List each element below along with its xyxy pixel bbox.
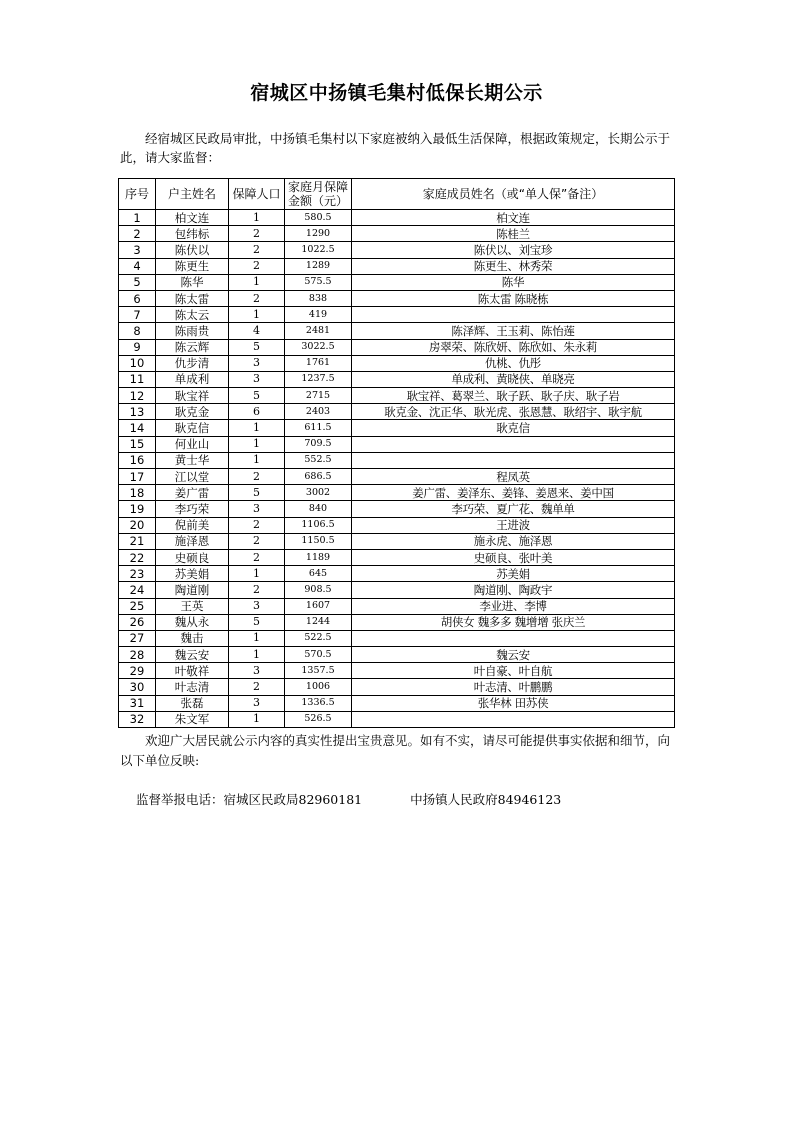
cell-people: 3: [229, 501, 285, 517]
cell-people: 3: [229, 663, 285, 679]
cell-people: 6: [229, 404, 285, 420]
cell-amount: 3002: [285, 485, 352, 501]
cell-name: 朱文军: [156, 711, 229, 727]
cell-people: 5: [229, 614, 285, 630]
cell-name: 耿克金: [156, 404, 229, 420]
cell-amount: 1289: [285, 258, 352, 274]
cell-members: [352, 452, 675, 468]
cell-people: 2: [229, 242, 285, 258]
cell-amount: 419: [285, 307, 352, 323]
table-row: [119, 614, 675, 630]
cell-amount: 1290: [285, 226, 352, 242]
cell-amount: 580.5: [285, 210, 352, 226]
cell-members: 陈伏以、刘宝珍: [352, 242, 675, 258]
cell-members: 叶志清、叶鹏鹏: [352, 679, 675, 695]
cell-amount: 1357.5: [285, 663, 352, 679]
header-members: 家庭成员姓名（或“单人保”备注）: [352, 179, 675, 210]
table-header-row: [119, 179, 675, 210]
cell-no: 22: [119, 549, 156, 565]
contact-town-government: 中扬镇人民政府84946123: [410, 792, 562, 807]
cell-people: 1: [229, 711, 285, 727]
cell-amount: 526.5: [285, 711, 352, 727]
cell-members: 胡侠女 魏多多 魏增增 张庆兰: [352, 614, 675, 630]
cell-name: 耿克信: [156, 420, 229, 436]
table-row: [119, 436, 675, 452]
cell-members: 陈泽辉、王玉莉、陈怡莲: [352, 323, 675, 339]
subsidy-table: [118, 178, 675, 728]
cell-no: 4: [119, 258, 156, 274]
cell-members: 陈华: [352, 274, 675, 290]
cell-name: 陈云辉: [156, 339, 229, 355]
cell-members: 程凤英: [352, 469, 675, 485]
cell-members: 苏美娟: [352, 566, 675, 582]
cell-name: 江以堂: [156, 469, 229, 485]
cell-people: 1: [229, 307, 285, 323]
cell-people: 2: [229, 469, 285, 485]
cell-amount: 575.5: [285, 274, 352, 290]
cell-amount: 2715: [285, 388, 352, 404]
table-row: [119, 501, 675, 517]
cell-name: 苏美娟: [156, 566, 229, 582]
table-body: [119, 210, 675, 728]
contact-line: [136, 790, 605, 808]
table-row: [119, 452, 675, 468]
cell-no: 26: [119, 614, 156, 630]
table-row: [119, 355, 675, 371]
cell-no: 20: [119, 517, 156, 533]
table-row: [119, 695, 675, 711]
cell-members: [352, 711, 675, 727]
cell-name: 黄士华: [156, 452, 229, 468]
cell-people: 2: [229, 226, 285, 242]
cell-people: 5: [229, 339, 285, 355]
table-row: [119, 566, 675, 582]
cell-people: 3: [229, 598, 285, 614]
table-row: [119, 679, 675, 695]
cell-name: 陈伏以: [156, 242, 229, 258]
header-no: 序号: [119, 179, 156, 210]
cell-amount: 686.5: [285, 469, 352, 485]
cell-no: 17: [119, 469, 156, 485]
cell-no: 1: [119, 210, 156, 226]
cell-amount: 709.5: [285, 436, 352, 452]
cell-no: 3: [119, 242, 156, 258]
cell-people: 2: [229, 290, 285, 306]
table-row: [119, 226, 675, 242]
cell-no: 9: [119, 339, 156, 355]
cell-name: 陈更生: [156, 258, 229, 274]
contact-civil-affairs: 监督举报电话：宿城区民政局82960181: [136, 792, 363, 807]
cell-amount: 838: [285, 290, 352, 306]
cell-name: 李巧荣: [156, 501, 229, 517]
cell-members: 单成利、黄晓侠、单晓亮: [352, 371, 675, 387]
cell-people: 2: [229, 679, 285, 695]
cell-amount: 552.5: [285, 452, 352, 468]
cell-amount: 611.5: [285, 420, 352, 436]
cell-no: 25: [119, 598, 156, 614]
header-people: 保障人口: [229, 179, 285, 210]
cell-people: 3: [229, 371, 285, 387]
cell-members: [352, 436, 675, 452]
cell-people: 2: [229, 258, 285, 274]
cell-members: 陈太雷 陈晓栋: [352, 290, 675, 306]
cell-members: 房翠荣、陈欣妍、陈欣如、朱永莉: [352, 339, 675, 355]
cell-amount: 570.5: [285, 647, 352, 663]
cell-people: 1: [229, 566, 285, 582]
cell-members: 陈更生、林秀荣: [352, 258, 675, 274]
table-row: [119, 582, 675, 598]
cell-no: 21: [119, 533, 156, 549]
cell-people: 3: [229, 695, 285, 711]
cell-name: 叶敬祥: [156, 663, 229, 679]
cell-no: 2: [119, 226, 156, 242]
cell-no: 15: [119, 436, 156, 452]
cell-members: 叶自豪、叶自航: [352, 663, 675, 679]
cell-name: 陈雨贵: [156, 323, 229, 339]
cell-members: 史硕良、张叶美: [352, 549, 675, 565]
table-row: [119, 711, 675, 727]
header-amount: 家庭月保障金额（元）: [285, 179, 352, 210]
cell-amount: 1189: [285, 549, 352, 565]
cell-no: 12: [119, 388, 156, 404]
cell-amount: 1761: [285, 355, 352, 371]
cell-amount: 1022.5: [285, 242, 352, 258]
cell-amount: 2481: [285, 323, 352, 339]
cell-people: 2: [229, 517, 285, 533]
cell-no: 32: [119, 711, 156, 727]
cell-amount: 1106.5: [285, 517, 352, 533]
cell-name: 史硕良: [156, 549, 229, 565]
intro-paragraph: 经宿城区民政局审批，中扬镇毛集村以下家庭被纳入最低生活保障，根据政策规定，长期公示于此，请大家监督：: [120, 131, 671, 165]
table-row: [119, 242, 675, 258]
cell-amount: 1150.5: [285, 533, 352, 549]
table-row: [119, 258, 675, 274]
cell-members: 陈桂兰: [352, 226, 675, 242]
cell-no: 29: [119, 663, 156, 679]
table-row: [119, 274, 675, 290]
cell-people: 1: [229, 452, 285, 468]
cell-no: 6: [119, 290, 156, 306]
cell-members: 仇桃、仇彤: [352, 355, 675, 371]
table-row: [119, 307, 675, 323]
cell-name: 陈太雷: [156, 290, 229, 306]
cell-no: 30: [119, 679, 156, 695]
cell-people: 3: [229, 355, 285, 371]
cell-members: 耿克金、沈正华、耿光虎、张恩慧、耿绍宇、耿宇航: [352, 404, 675, 420]
cell-members: 李巧荣、夏广花、魏单单: [352, 501, 675, 517]
cell-no: 23: [119, 566, 156, 582]
cell-no: 31: [119, 695, 156, 711]
cell-name: 包纬标: [156, 226, 229, 242]
cell-amount: 2403: [285, 404, 352, 420]
cell-amount: 522.5: [285, 630, 352, 646]
table-row: [119, 323, 675, 339]
cell-no: 24: [119, 582, 156, 598]
welcome-paragraph: 欢迎广大居民就公示内容的真实性提出宝贵意见。如有不实，请尽可能提供事实依据和细节，向以下单位反映:: [120, 733, 671, 768]
cell-name: 倪前美: [156, 517, 229, 533]
cell-people: 2: [229, 549, 285, 565]
table-row: [119, 388, 675, 404]
cell-amount: 1237.5: [285, 371, 352, 387]
cell-people: 1: [229, 210, 285, 226]
cell-amount: 3022.5: [285, 339, 352, 355]
table-row: [119, 485, 675, 501]
cell-people: 1: [229, 274, 285, 290]
cell-members: 耿宝祥、葛翠兰、耿子跃、耿子庆、耿子岩: [352, 388, 675, 404]
cell-members: 王进波: [352, 517, 675, 533]
cell-name: 叶志清: [156, 679, 229, 695]
cell-no: 14: [119, 420, 156, 436]
cell-name: 柏文连: [156, 210, 229, 226]
cell-people: 2: [229, 582, 285, 598]
cell-members: 姜广雷、姜泽东、姜锋、姜恩来、姜中国: [352, 485, 675, 501]
cell-no: 18: [119, 485, 156, 501]
cell-members: 耿克信: [352, 420, 675, 436]
cell-no: 5: [119, 274, 156, 290]
cell-members: 魏云安: [352, 647, 675, 663]
cell-people: 4: [229, 323, 285, 339]
cell-members: [352, 307, 675, 323]
cell-no: 28: [119, 647, 156, 663]
cell-name: 耿宝祥: [156, 388, 229, 404]
cell-no: 16: [119, 452, 156, 468]
cell-no: 11: [119, 371, 156, 387]
cell-name: 单成利: [156, 371, 229, 387]
cell-amount: 1607: [285, 598, 352, 614]
cell-people: 1: [229, 436, 285, 452]
cell-no: 13: [119, 404, 156, 420]
cell-amount: 1336.5: [285, 695, 352, 711]
header-name: 户主姓名: [156, 179, 229, 210]
table-row: [119, 549, 675, 565]
table-row: [119, 533, 675, 549]
cell-name: 魏从永: [156, 614, 229, 630]
page-title: 宿城区中扬镇毛集村低保长期公示: [250, 82, 543, 104]
cell-amount: 908.5: [285, 582, 352, 598]
table-row: [119, 290, 675, 306]
cell-members: [352, 630, 675, 646]
cell-no: 7: [119, 307, 156, 323]
table-row: [119, 404, 675, 420]
cell-no: 27: [119, 630, 156, 646]
table-row: [119, 210, 675, 226]
table-row: [119, 598, 675, 614]
cell-amount: 840: [285, 501, 352, 517]
cell-people: 5: [229, 388, 285, 404]
cell-name: 仇步清: [156, 355, 229, 371]
cell-name: 张磊: [156, 695, 229, 711]
table-row: [119, 420, 675, 436]
cell-members: 李业进、李博: [352, 598, 675, 614]
cell-amount: 645: [285, 566, 352, 582]
cell-no: 8: [119, 323, 156, 339]
cell-name: 何业山: [156, 436, 229, 452]
table-row: [119, 647, 675, 663]
cell-members: 施永虎、施泽恩: [352, 533, 675, 549]
table-row: [119, 517, 675, 533]
cell-members: 张华林 田苏侠: [352, 695, 675, 711]
cell-members: 柏文连: [352, 210, 675, 226]
cell-name: 施泽恩: [156, 533, 229, 549]
cell-no: 10: [119, 355, 156, 371]
cell-name: 姜广雷: [156, 485, 229, 501]
cell-people: 1: [229, 647, 285, 663]
cell-members: 陶道刚、陶政宇: [352, 582, 675, 598]
table-row: [119, 663, 675, 679]
cell-name: 王英: [156, 598, 229, 614]
cell-people: 1: [229, 630, 285, 646]
cell-name: 陈华: [156, 274, 229, 290]
cell-name: 魏云安: [156, 647, 229, 663]
table-row: [119, 371, 675, 387]
cell-name: 陶道刚: [156, 582, 229, 598]
cell-name: 魏击: [156, 630, 229, 646]
table-row: [119, 339, 675, 355]
table-row: [119, 630, 675, 646]
cell-amount: 1244: [285, 614, 352, 630]
cell-people: 2: [229, 533, 285, 549]
table-row: [119, 469, 675, 485]
cell-people: 5: [229, 485, 285, 501]
cell-name: 陈太云: [156, 307, 229, 323]
cell-people: 1: [229, 420, 285, 436]
cell-no: 19: [119, 501, 156, 517]
cell-amount: 1006: [285, 679, 352, 695]
